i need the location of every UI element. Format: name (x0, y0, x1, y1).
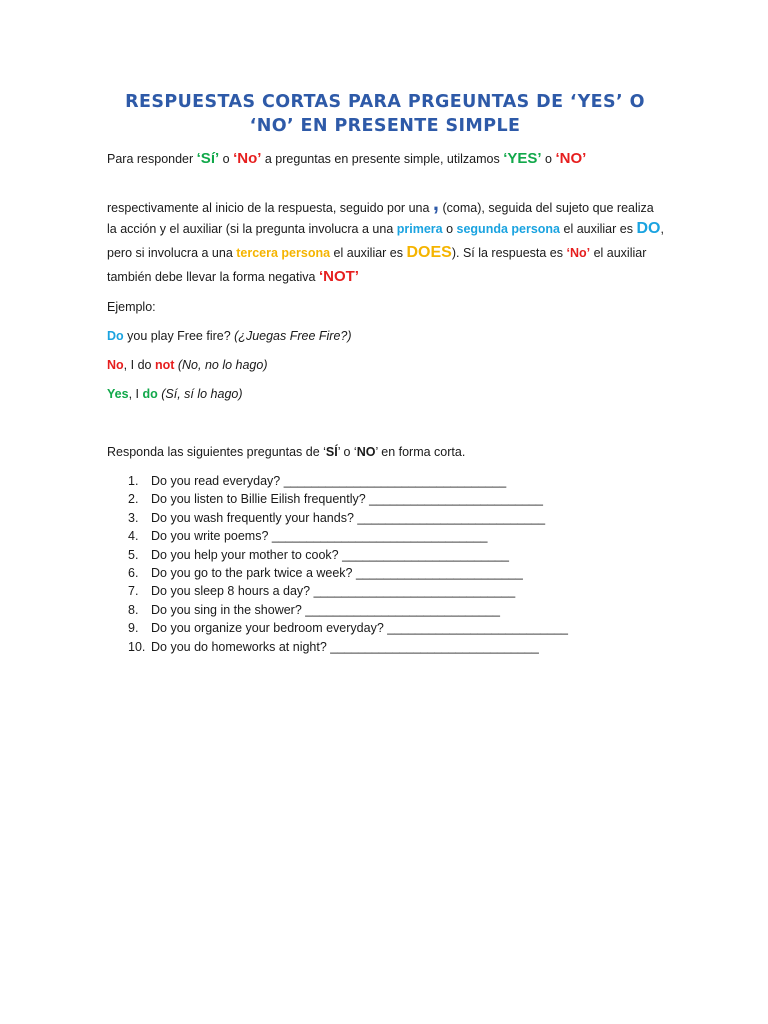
not-highlight: not (154, 358, 175, 372)
no-bold: NO (356, 445, 376, 459)
text: , I do (123, 358, 155, 372)
text: ’ o ‘ (337, 445, 357, 459)
question-text: Do you listen to Billie Eilish frequently? _________________________ (151, 492, 543, 507)
question-number: 7. (128, 584, 139, 599)
question-item (107, 509, 568, 527)
question-number: 3. (128, 510, 139, 525)
question-item (107, 619, 568, 637)
question-item (107, 527, 568, 545)
text: también debe llevar la forma negativa (107, 270, 319, 284)
text: el auxiliar es (560, 222, 637, 236)
example-question (107, 329, 352, 343)
example-affirmative (107, 387, 243, 401)
question-number: 8. (128, 602, 139, 617)
question-item (107, 601, 568, 619)
intro-line-4 (107, 244, 646, 262)
question-text: Do you sleep 8 hours a day? _____________________________ (151, 584, 516, 599)
text: ). Sí la respuesta es (451, 246, 567, 260)
question-number: 2. (128, 492, 139, 507)
question-text: Do you help your mother to cook? ________________________ (151, 547, 509, 562)
text: pero si involucra a una (107, 246, 237, 260)
text: a preguntas en presente simple, utilzamos (261, 152, 504, 166)
text: , (660, 222, 664, 236)
question-number: 9. (128, 621, 139, 636)
translation: (¿Juegas Free Fire?) (234, 329, 352, 343)
yes-highlight: ‘YES’ (503, 150, 542, 167)
question-number: 4. (128, 529, 139, 544)
question-text: Do you do homeworks at night? ______________________________ (151, 639, 539, 654)
question-item (107, 582, 568, 600)
text: la acción y el auxiliar (si la pregunta involucra a una (107, 222, 397, 236)
question-text: Do you wash frequently your hands? ___________________________ (151, 510, 546, 525)
no-highlight-2: ‘No’ (566, 246, 591, 260)
intro-line-3 (107, 220, 664, 238)
text: el auxiliar es (330, 246, 407, 260)
translation: (Sí, sí lo hago) (157, 387, 243, 401)
instruction (107, 445, 465, 459)
si-bold: SÍ (325, 445, 338, 459)
does-highlight: DOES (406, 244, 452, 261)
intro-line-1 (107, 150, 586, 167)
text: Para responder (107, 152, 197, 166)
example-label: Ejemplo: (107, 300, 156, 314)
question-item (107, 546, 568, 564)
question-text: Do you organize your bedroom everyday? __________________________ (151, 621, 568, 636)
yes-highlight: Yes (107, 387, 129, 401)
do-highlight: Do (107, 329, 124, 343)
question-item (107, 564, 568, 582)
do-highlight: DO (636, 220, 661, 237)
text: o (541, 152, 556, 166)
text: , I (128, 387, 143, 401)
question-text: Do you write poems? _______________________________ (151, 529, 488, 544)
intro-line-2 (107, 192, 654, 218)
text: ’ en forma corta. (375, 445, 466, 459)
no-highlight: ‘No’ (233, 150, 262, 167)
text: o (442, 222, 457, 236)
intro-line-5 (107, 268, 359, 285)
text: respectivamente al inicio de la respuesta, seguido por una (107, 201, 433, 215)
do-highlight: do (142, 387, 158, 401)
tercera-highlight: tercera persona (236, 246, 331, 260)
no-caps-highlight: ‘NO’ (555, 150, 587, 167)
text: o (219, 152, 234, 166)
si-highlight: ‘Sí’ (196, 150, 220, 167)
no-highlight: No (107, 358, 124, 372)
primera-highlight: primera (396, 222, 443, 236)
comma-highlight: , (432, 190, 440, 215)
document-title: RESPUESTAS CORTAS PARA PRGEUNTAS DE ‘YES’ O ‘NO’ EN PRESENTE SIMPLE (125, 92, 645, 136)
text: Responda las siguientes preguntas de ‘ (107, 445, 326, 459)
question-number: 5. (128, 547, 139, 562)
text: el auxiliar (590, 246, 647, 260)
example-negative (107, 358, 268, 372)
segunda-highlight: segunda persona (456, 222, 561, 236)
question-item (107, 638, 568, 656)
question-number: 1. (128, 474, 139, 488)
question-number: 6. (128, 565, 139, 580)
text: you play Free fire? (123, 329, 235, 343)
question-text: Do you read everyday? ________________________________ (151, 474, 507, 488)
question-item (107, 472, 568, 490)
question-number: 10. (128, 639, 146, 654)
question-item (107, 490, 568, 508)
questions-list (107, 472, 568, 656)
question-text: Do you go to the park twice a week? ________________________ (151, 565, 523, 580)
not-highlight: ‘NOT’ (318, 268, 359, 285)
translation: (No, no lo hago) (174, 358, 268, 372)
question-text: Do you sing in the shower? ____________________________ (151, 602, 500, 617)
text: (coma), seguida del sujeto que realiza (439, 201, 654, 215)
